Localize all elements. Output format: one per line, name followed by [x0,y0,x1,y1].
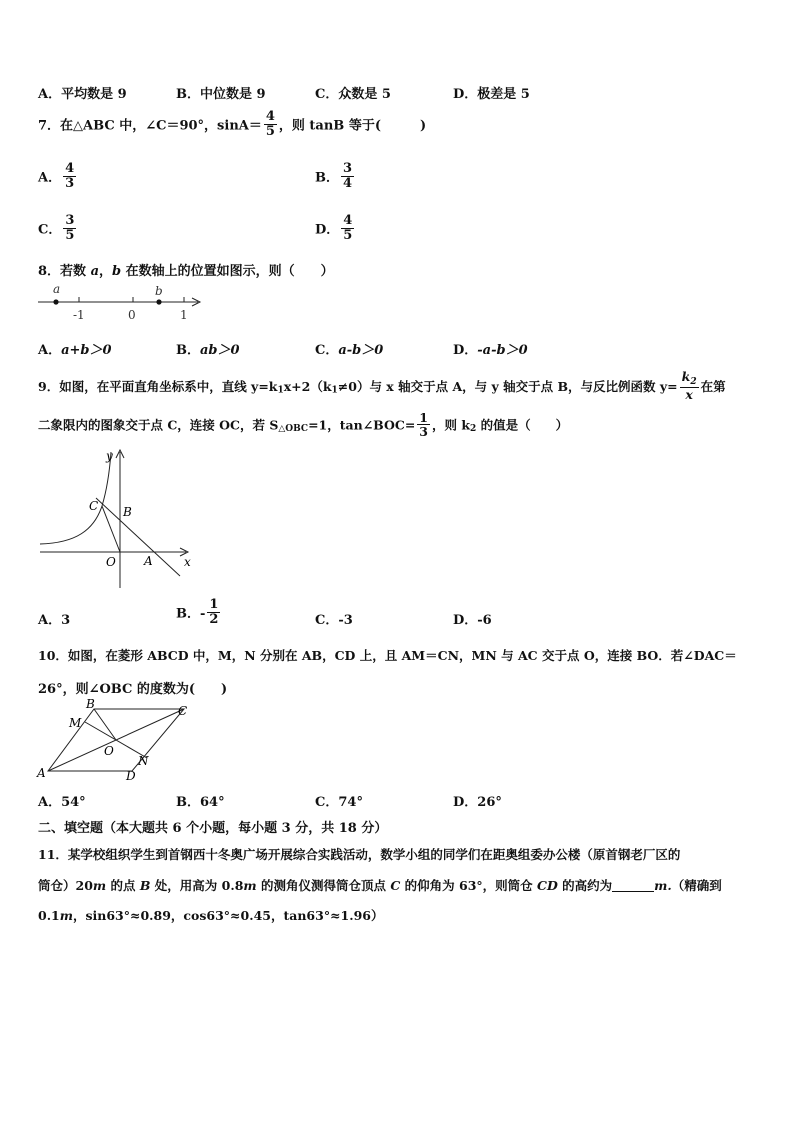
q8-a-label: A． [38,343,62,358]
q10-stem-line2: 26°，则∠OBC 的度数为( ) [38,682,228,697]
q8-stem-post: 在数轴上的位置如图示，则（ ） [121,264,334,279]
q11-line1: 11．某学校组织学生到首钢西十冬奥广场开展综合实践活动，数学小组的同学们在距奥组委办公楼（原首钢老厂区的 [38,847,681,862]
tick-label-minus1: -1 [73,308,85,322]
q8-d-expr: -a-b＞0 [477,343,528,358]
label-d: D [126,769,136,783]
point-a-dot [53,299,58,304]
q11-l2-post: （精确到 [671,878,722,893]
q11-l2-mid3: 的测角仪测得筒仓顶点 [256,878,391,893]
label-y: y [106,449,113,463]
q11-l2-mid1: 的点 [106,878,140,893]
q8-b-expr: ab＞0 [200,343,240,358]
q9-k2-sub: 2 [690,377,697,387]
q8-var-a: a [90,264,100,279]
q11-l2-mid4: 的仰角为 63°，则筒仓 [400,878,537,893]
q11-cd: CD [537,878,558,893]
label-x: x [184,555,191,569]
q7-option-a [38,162,78,190]
tick-label-1: 1 [180,308,188,322]
q10-option-a: A．54° [38,795,86,810]
tick-label-0: 0 [128,308,136,322]
q10-rhombus-figure [34,696,199,784]
q8-sep: ， [99,264,113,279]
q7-b-fraction [341,162,354,190]
hyperbola-curve [40,452,111,544]
label-c: C [89,499,99,513]
q8-b-label: B． [176,343,200,358]
q9-b-den: 2 [209,611,219,627]
q8-c-label: C． [315,343,339,358]
q7-stem-post: ，则 tanB 等于( ) [278,118,427,134]
q11-answer-blank[interactable] [612,879,654,892]
q9-option-b [176,598,222,626]
q9-l1-sub1: 1 [277,385,284,396]
point-b-dot [156,299,161,304]
point-b-label: b [155,284,163,298]
q6-option-c: C．众数是 5 [315,87,391,102]
q9-option-c: C．-3 [315,613,353,628]
q11-l2-mid5: 的高约为 [557,878,613,893]
q7-option-d [315,214,356,242]
q11-line3 [38,906,384,924]
q9-figure [36,448,196,592]
q7-d-num: 4 [343,213,353,228]
q7-c-den: 5 [65,227,75,243]
q10-option-d: D．26° [453,795,502,810]
q9-stem-line1 [38,370,726,402]
q7-a-den: 3 [65,175,75,191]
q11-m1: m [92,878,107,893]
q9-k2-den: x [685,387,693,403]
q6-option-d: D．极差是 5 [453,87,530,102]
q6-option-b: B．中位数是 9 [176,87,266,102]
q8-stem [38,260,334,279]
q9-b-fraction [207,598,220,626]
q7-stem-pre: 7．在△ABC 中，∠C＝90°，sinA＝ [38,118,262,134]
q7-option-b [315,162,356,190]
q7-a-fraction [63,162,76,190]
q11-l2-pre: 筒仓）20 [38,878,93,893]
q7-b-label: B． [315,170,339,186]
q7-option-c [38,214,78,242]
section-heading-fill-in: 二、填空题（本大题共 6 个小题，每小题 3 分，共 18 分） [38,821,388,836]
q7-d-fraction [341,214,354,242]
q11-m2: m [243,878,257,893]
q11-m4: m [59,908,73,923]
q8-option-d [453,339,528,358]
q11-pt-b: B [139,878,151,893]
label-b: B [123,505,132,519]
q9-l2-pre: 二象限内的图象交于点 C，连接 OC，若 S [38,417,279,433]
q7-stem [38,110,426,138]
q7-sin-num: 4 [265,109,275,124]
label-a: A [144,554,153,568]
label-a: A [37,766,46,780]
q7-sin-den: 5 [265,123,275,139]
q9-b-num: 1 [209,597,219,612]
q9-k-sub: 2 [470,424,477,435]
segment-bo [94,709,116,740]
q7-a-num: 4 [65,161,75,176]
q9-l2-post: ，则 k [432,417,471,433]
q8-option-b [176,339,240,358]
q7-c-label: C． [38,222,62,238]
q8-number-line [34,280,209,322]
q8-option-a [38,339,112,358]
q7-c-num: 3 [65,213,75,228]
segment-oc [102,506,120,552]
q11-line2 [38,876,722,894]
q9-l2-end: 的值是（ ） [476,417,569,433]
q9-k2-fraction [680,370,699,402]
q11-l3-pre: 0.1 [38,908,60,923]
q9-option-a: A．3 [38,613,71,628]
q7-c-fraction [63,214,76,242]
q9-tan-den: 3 [419,424,428,440]
label-n: N [138,754,149,768]
q7-b-den: 4 [343,175,353,191]
label-o: O [104,744,114,758]
q8-c-expr: a-b＞0 [338,343,384,358]
q7-sin-fraction [264,110,277,138]
q9-tan-fraction [417,411,430,438]
label-c: C [178,704,188,718]
q9-k2-num: k [681,369,691,384]
q9-l1-post: 在第 [700,378,726,394]
q8-a-expr: a+b＞0 [61,343,112,358]
q11-l3-post: ，sin63°≈0.89，cos63°≈0.45，tan63°≈1.96） [72,908,384,923]
q8-option-c [315,339,383,358]
q11-pt-c: C [390,878,401,893]
q9-l1-sub1b: 1 [331,385,338,396]
q9-stem-line2 [38,411,568,438]
q9-b-label: B．- [176,606,206,622]
q9-s-sub: △OBC [278,424,309,435]
q11-m3: m. [654,878,672,893]
q11-l2-mid2: 处，用高为 0.8 [150,878,244,893]
q9-l2-mid: =1，tan∠BOC= [308,417,416,433]
q7-d-label: D． [315,222,340,238]
label-m: M [69,716,82,730]
q7-a-label: A． [38,170,62,186]
q10-option-c: C．74° [315,795,363,810]
q8-stem-pre: 8．若数 [38,264,91,279]
q9-l1-mid2: ≠0）与 x 轴交于点 A，与 y 轴交于点 B，与反比例函数 y= [337,378,678,394]
q6-option-a: A．平均数是 9 [38,87,127,102]
q9-tan-num: 1 [419,410,428,425]
q7-b-num: 3 [343,161,353,176]
label-b: B [86,697,95,711]
q8-var-b: b [112,264,122,279]
q7-d-den: 5 [343,227,353,243]
q9-l1-mid: x+2（k [283,378,332,394]
q8-d-label: D． [453,343,478,358]
q10-option-b: B．64° [176,795,225,810]
q9-l1-pre: 9．如图，在平面直角坐标系中，直线 y=k [38,378,278,394]
q9-option-d: D．-6 [453,613,492,628]
label-o: O [106,555,116,569]
point-a-label: a [53,282,61,296]
q10-stem-line1: 10．如图，在菱形 ABCD 中，M，N 分别在 AB，CD 上，且 AM＝CN，MN 与 AC 交于点 O，连接 BO．若∠DAC＝ [38,648,737,663]
